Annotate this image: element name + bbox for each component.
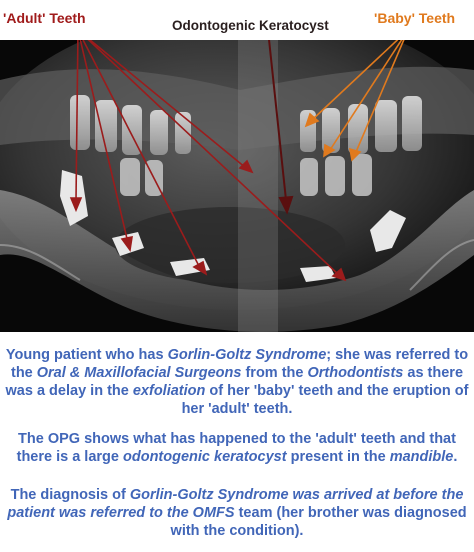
p2-run-4: . <box>453 449 458 465</box>
opg-xray-image <box>0 40 474 332</box>
keratocyst-label: Odontogenic Keratocyst <box>172 18 329 33</box>
baby-teeth-label: 'Baby' Teeth <box>374 10 456 26</box>
p3-run-2: team (her brother was diagnosed with the condition). <box>170 505 467 539</box>
p2-run-3: mandible <box>389 449 454 465</box>
p2-run-2: present in the <box>286 449 390 465</box>
p1-run-0: Young patient who has <box>5 347 168 363</box>
p1-run-2: ; she was referred to the <box>10 347 469 381</box>
adult-teeth-label: 'Adult' Teeth <box>3 10 86 26</box>
p1-run-7: exfoliation <box>132 383 206 399</box>
caption-block <box>0 332 474 552</box>
p3-run-1: Gorlin-Goltz Syndrome was arrived at before the patient was referred to the OMFS <box>7 487 464 521</box>
p1-run-6: as there was a delay in the <box>5 365 464 399</box>
caption-paragraph-2 <box>0 430 474 466</box>
p1-run-5: Orthodontists <box>307 365 404 381</box>
p2-run-1: odontogenic keratocyst <box>123 449 287 465</box>
xray-drawing <box>0 40 474 332</box>
p1-run-1: Gorlin-Goltz Syndrome <box>167 347 327 363</box>
p1-run-4: from the <box>241 365 308 381</box>
caption-paragraph-1 <box>0 346 474 418</box>
caption-paragraph-3 <box>0 486 474 540</box>
p1-run-8: of her 'baby' teeth and the eruption of her 'adult' teeth. <box>181 383 469 417</box>
p2-run-0: The OPG shows what has happened to the 'adult' teeth and that there is a large <box>16 431 456 465</box>
p3-run-0: The diagnosis of <box>10 487 130 503</box>
p1-run-3: Oral & Maxillofacial Surgeons <box>36 365 242 381</box>
